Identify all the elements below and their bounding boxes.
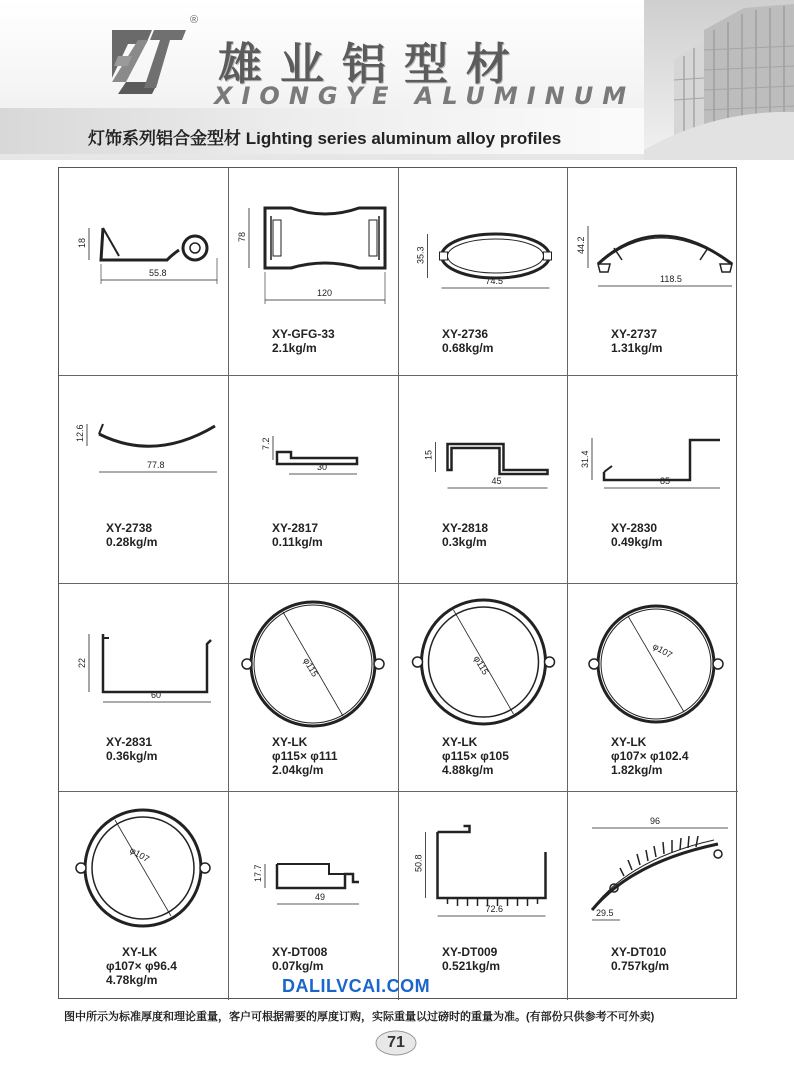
profile-drawing bbox=[568, 376, 738, 584]
profile-caption bbox=[442, 945, 566, 973]
profile-caption bbox=[442, 327, 566, 355]
dimension-label: 12.6 bbox=[75, 424, 85, 442]
brand-name-en: XIONGYE ALUMINUM bbox=[214, 82, 636, 110]
profile-code: XY-LK bbox=[122, 945, 158, 959]
profile-caption bbox=[272, 327, 396, 355]
dimension-label: φ107 bbox=[128, 845, 152, 865]
profile-weight: 4.78kg/m bbox=[106, 973, 158, 987]
watermark: DALILVCAI.COM bbox=[282, 976, 431, 996]
profile-caption bbox=[611, 327, 735, 355]
dimension-label: 35.3 bbox=[415, 246, 426, 264]
profile-spec: φ107× φ96.4 bbox=[106, 959, 177, 973]
profile-code: XY-2831 bbox=[106, 735, 153, 749]
profile-weight: 0.49kg/m bbox=[611, 535, 663, 549]
profile-weight: 4.88kg/m bbox=[442, 763, 494, 777]
profile-spec: φ115× φ105 bbox=[442, 749, 509, 763]
dimension-label: 77.8 bbox=[147, 460, 165, 470]
profile-code: XY-2737 bbox=[611, 327, 658, 341]
dimension-label: 45 bbox=[491, 476, 502, 486]
profile-code: XY-DT008 bbox=[272, 945, 328, 959]
dimension-label: φ115 bbox=[471, 654, 491, 677]
dimension-label: 31.4 bbox=[580, 450, 590, 468]
profile-code: XY-DT009 bbox=[442, 945, 498, 959]
profile-card bbox=[59, 376, 229, 584]
dimension-label: 60 bbox=[151, 690, 162, 700]
page-number-badge bbox=[374, 1030, 418, 1056]
dimension-label: 15 bbox=[423, 449, 434, 460]
profile-caption bbox=[272, 735, 396, 777]
profile-caption bbox=[611, 945, 735, 973]
profile-caption bbox=[106, 945, 230, 987]
dimension-label: 96 bbox=[650, 816, 661, 826]
profile-caption bbox=[611, 521, 735, 549]
dimension-label: 85 bbox=[660, 476, 671, 486]
profile-caption bbox=[442, 735, 566, 777]
profile-card bbox=[59, 168, 229, 376]
dimension-label: 55.8 bbox=[149, 268, 167, 278]
dimension-label: 7.2 bbox=[261, 437, 271, 450]
section-title: 灯饰系列铝合金型材 Lighting series aluminum alloy profiles bbox=[88, 129, 562, 148]
dimension-label: 44.2 bbox=[576, 236, 586, 254]
dimension-label: 22 bbox=[77, 657, 87, 668]
dimension-label: 72.6 bbox=[485, 904, 504, 914]
profile-weight: 2.1kg/m bbox=[272, 341, 317, 355]
dimension-label: 17.7 bbox=[253, 864, 263, 882]
xiongye-logo bbox=[108, 26, 190, 96]
profile-drawing bbox=[399, 376, 568, 584]
profile-code: XY-DT010 bbox=[611, 945, 667, 959]
profile-weight: 0.68kg/m bbox=[442, 341, 494, 355]
dimension-label: 74.5 bbox=[485, 276, 504, 286]
profile-code: XY-2738 bbox=[106, 521, 153, 535]
page-header bbox=[0, 0, 794, 160]
profile-caption bbox=[442, 521, 566, 549]
profile-code: XY-2817 bbox=[272, 521, 319, 535]
profile-weight: 2.04kg/m bbox=[272, 763, 324, 777]
profile-card bbox=[399, 376, 568, 584]
profile-weight: 0.3kg/m bbox=[442, 535, 487, 549]
profile-code: XY-2830 bbox=[611, 521, 658, 535]
building-photo-icon bbox=[644, 0, 794, 160]
profile-caption bbox=[611, 735, 735, 777]
dimension-label: 118.5 bbox=[660, 274, 682, 284]
profile-weight: 0.07kg/m bbox=[272, 959, 324, 973]
profile-weight: 1.31kg/m bbox=[611, 341, 663, 355]
profile-weight: 0.521kg/m bbox=[442, 959, 501, 973]
brand-name-cn: 雄业铝型材 bbox=[218, 39, 528, 90]
dimension-label: 30 bbox=[317, 462, 328, 472]
dimension-label: 50.8 bbox=[413, 854, 424, 872]
profile-weight: 0.757kg/m bbox=[611, 959, 670, 973]
profile-catalog-grid bbox=[58, 167, 737, 999]
dimension-label: 29.5 bbox=[596, 908, 614, 918]
profile-spec: φ107× φ102.4 bbox=[611, 749, 689, 763]
profile-code: XY-2818 bbox=[442, 521, 489, 535]
profile-drawing bbox=[229, 376, 399, 584]
dimension-label: φ115 bbox=[301, 656, 321, 679]
profile-weight: 0.11kg/m bbox=[272, 535, 323, 549]
profile-caption bbox=[272, 945, 396, 973]
profile-weight: 0.28kg/m bbox=[106, 535, 158, 549]
profile-weight: 0.36kg/m bbox=[106, 749, 158, 763]
registered-mark: ® bbox=[190, 14, 199, 26]
dimension-label: 18 bbox=[77, 237, 87, 248]
profile-caption bbox=[106, 521, 230, 549]
profile-code: XY-LK bbox=[272, 735, 308, 749]
profile-spec: φ115× φ111 bbox=[272, 749, 338, 763]
profile-drawing bbox=[59, 376, 229, 584]
page-number: 71 bbox=[387, 1034, 405, 1051]
footnote: 图中所示为标准厚度和理论重量，客户可根据需要的厚度订购，实际重量以过磅时的重量为准。(有部份只供参考不可外卖) bbox=[64, 1011, 655, 1023]
profile-code: XY-GFG-33 bbox=[272, 327, 335, 341]
profile-caption bbox=[106, 735, 230, 763]
profile-code: XY-LK bbox=[611, 735, 647, 749]
profile-caption bbox=[272, 521, 396, 549]
profile-card bbox=[229, 376, 399, 584]
profile-code: XY-2736 bbox=[442, 327, 489, 341]
profile-weight: 1.82kg/m bbox=[611, 763, 663, 777]
dimension-label: 78 bbox=[237, 231, 247, 242]
profile-card bbox=[568, 376, 738, 584]
dimension-label: φ107 bbox=[651, 641, 675, 661]
profile-drawing bbox=[59, 168, 229, 376]
dimension-label: 49 bbox=[315, 892, 326, 902]
dimension-label: 120 bbox=[317, 288, 333, 298]
profile-code: XY-LK bbox=[442, 735, 478, 749]
